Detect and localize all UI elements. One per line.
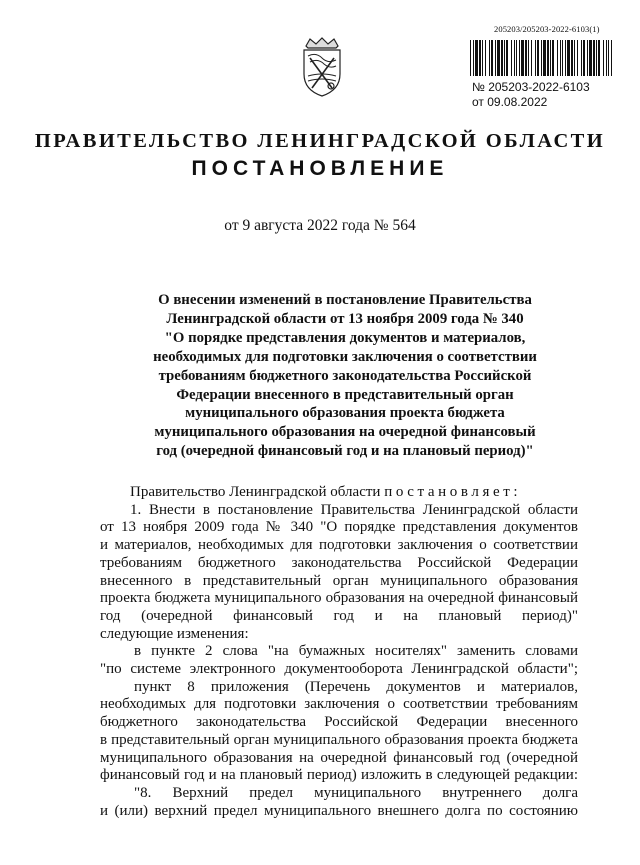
- authority-title: ПРАВИТЕЛЬСТВО ЛЕНИНГРАДСКОЙ ОБЛАСТИ: [34, 130, 606, 152]
- document-body: [100, 484, 578, 820]
- registration-date: от 09.08.2022: [472, 95, 548, 109]
- subject-line: требованиям бюджетного законодательства Российской: [158, 367, 532, 384]
- body-line: внесенного в представительный орган муниципального образования: [100, 572, 578, 589]
- document-subject: [140, 291, 550, 461]
- body-line: финансовый год и на плановый период) изложить в следующей редакции:: [100, 767, 578, 784]
- body-line: и материалов, необходимых для подготовки заключения о соответствии: [100, 537, 578, 554]
- body-line: бюджетного законодательства Российской Федерации внесенного: [100, 714, 578, 731]
- body-line: проекта бюджета муниципального образования на очередной финансовый: [100, 590, 578, 607]
- registration-number: № 205203-2022-6103: [472, 80, 590, 94]
- body-line: "по системе электронного документооборота Ленинградской области";: [100, 661, 578, 678]
- subject-line: О внесении изменений в постановление Правительства: [158, 292, 532, 308]
- body-line: от 13 ноября 2009 года № 340 "О порядке представления документов: [100, 519, 578, 536]
- subject-line: необходимых для подготовки заключения о соответствии: [153, 348, 537, 365]
- body-line: в представительный орган муниципального образования проекта бюджета: [100, 731, 578, 748]
- preamble: [100, 484, 578, 502]
- body-line: необходимых для подготовки заключения о соответствии требованиям: [100, 696, 578, 713]
- body-line: требованиям бюджетного законодательства Российской Федерации: [100, 554, 578, 571]
- subject-line: муниципального образования проекта бюджета: [185, 405, 505, 422]
- body-line: в пункте 2 слова "на бумажных носителях" заменить словами: [134, 643, 578, 660]
- body-line: 1. Внести в постановление Правительства Ленинградской области: [130, 501, 578, 518]
- preamble-verb: постановляет:: [384, 484, 522, 500]
- body-line: муниципального образования на очередной финансовый год (очередной: [100, 749, 578, 766]
- subject-line: "О порядке представления документов и материалов,: [164, 329, 526, 346]
- coat-of-arms-emblem: [296, 36, 348, 98]
- subject-line: Федерации внесенного в представительный орган: [176, 386, 514, 403]
- document-type: ПОСТАНОВЛЕНИЕ: [191, 157, 449, 180]
- reference-code: 205203/205203-2022-6103(1): [494, 24, 600, 34]
- barcode: [470, 40, 615, 76]
- subject-line: Ленинградской области от 13 ноября 2009 года № 340: [166, 310, 524, 327]
- subject-line: муниципального образования на очередной финансовый: [154, 424, 536, 441]
- body-line: год (очередной финансовый год и на плановый период)": [100, 607, 578, 624]
- body-line: "8. Верхний предел муниципального внутреннего долга: [134, 784, 578, 801]
- body-line: пункт 8 приложения (Перечень документов и материалов,: [134, 678, 578, 695]
- document-date-number: от 9 августа 2022 года № 564: [224, 217, 416, 234]
- registration-stamp: [472, 80, 590, 110]
- body-line: и (или) верхний предел муниципального внешнего долга по состоянию: [100, 802, 578, 819]
- body-line: следующие изменения:: [100, 625, 249, 642]
- preamble-text: Правительство Ленинградской области: [130, 484, 381, 500]
- subject-line: год (очередной финансовый год и на плановый период)": [156, 443, 534, 460]
